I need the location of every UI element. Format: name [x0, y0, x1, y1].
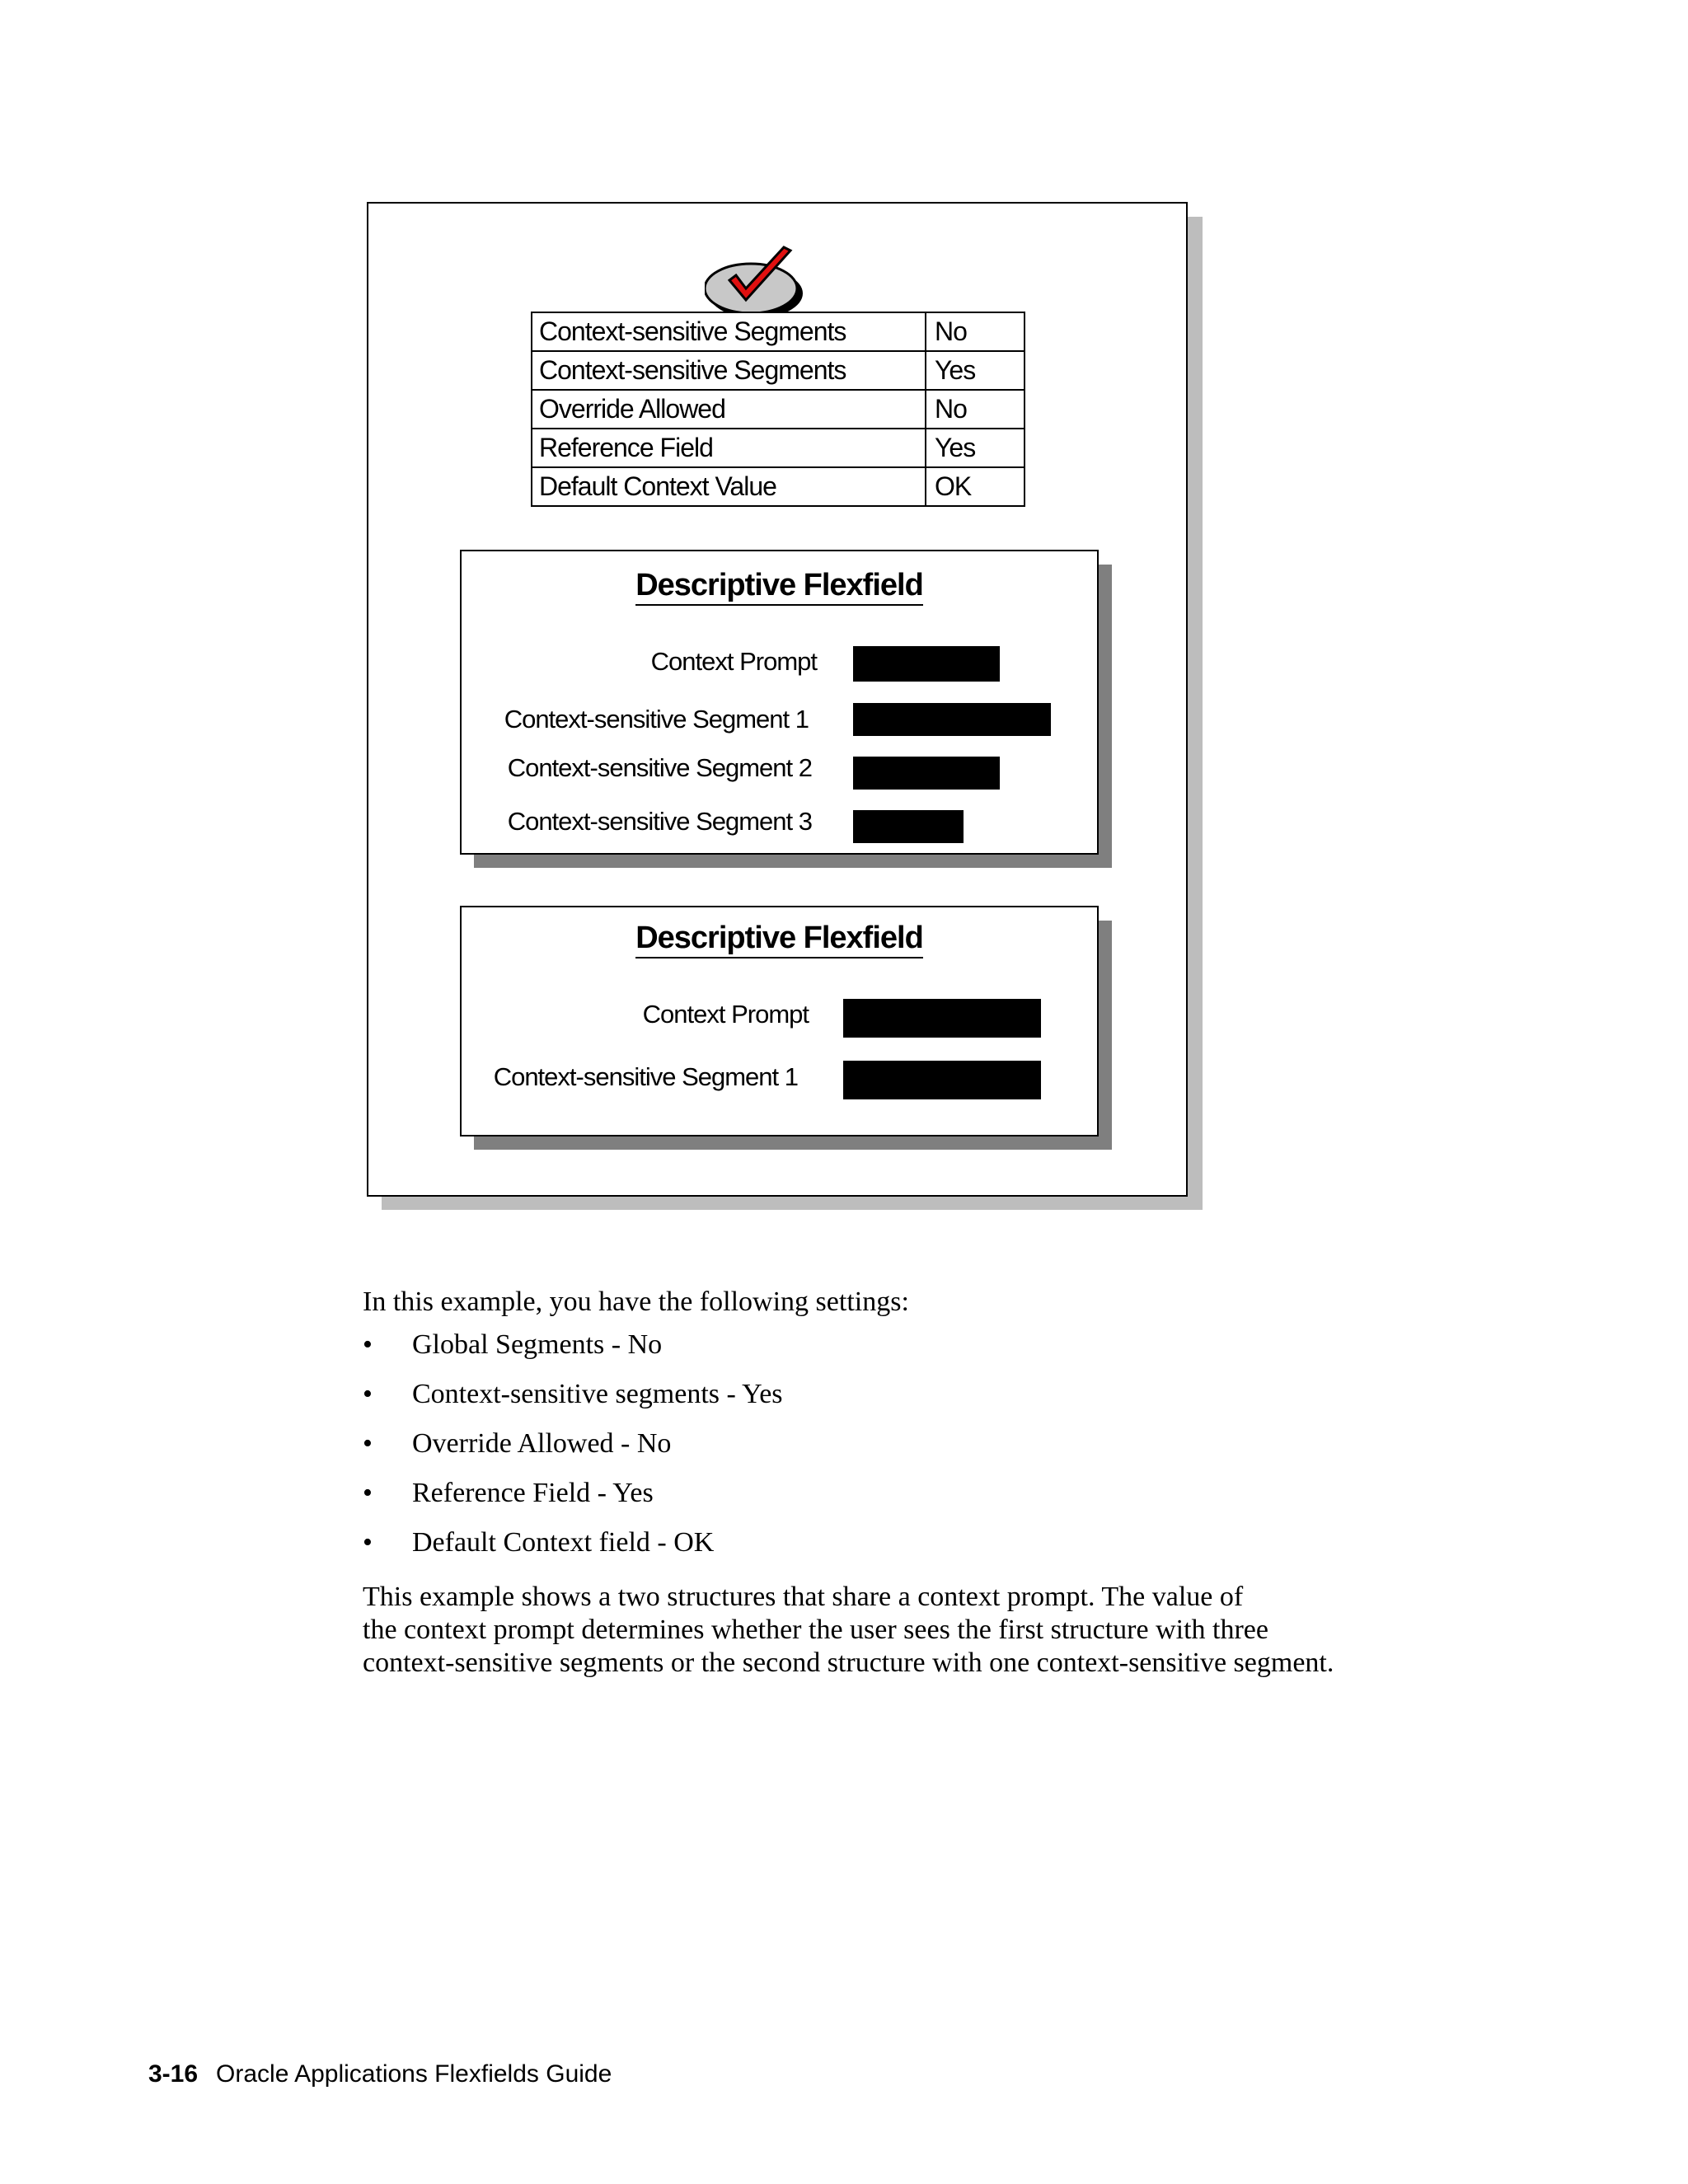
context-prompt-field[interactable] — [843, 999, 1041, 1038]
panel-title — [462, 568, 1097, 603]
list-item: • Override Allowed - No — [363, 1427, 783, 1477]
paragraph-line: context-sensitive segments or the second structure with one context-sensitive segment. — [363, 1647, 1334, 1678]
panel-title — [462, 921, 1097, 956]
setting-label: Reference Field — [532, 429, 926, 467]
segment-3-field[interactable] — [853, 810, 964, 843]
paragraph-line: the context prompt determines whether the user sees the first structure with three — [363, 1615, 1268, 1645]
setting-value: Yes — [926, 429, 1025, 467]
field-label-segment-2: Context-sensitive Segment 2 — [507, 753, 812, 782]
field-label-context-prompt: Context Prompt — [642, 1000, 809, 1029]
flexfield-panel-2 — [460, 906, 1099, 1137]
field-label-segment-1: Context-sensitive Segment 1 — [493, 1062, 798, 1091]
context-prompt-field[interactable] — [853, 646, 1000, 682]
setting-label: Default Context Value — [532, 467, 926, 506]
setting-label: Override Allowed — [532, 390, 926, 429]
segment-1-field[interactable] — [843, 1061, 1041, 1099]
page-footer — [148, 2060, 612, 2088]
settings-bullet-list — [363, 1329, 783, 1576]
explanation-paragraph — [363, 1581, 1434, 1680]
table-row — [532, 429, 1025, 467]
field-label-segment-3: Context-sensitive Segment 3 — [507, 807, 812, 836]
intro-text: In this example, you have the following settings: — [363, 1286, 909, 1317]
field-label-context-prompt: Context Prompt — [650, 647, 817, 676]
panel-title-text: Descriptive Flexfield — [635, 921, 923, 958]
setting-value: Yes — [926, 351, 1025, 390]
list-item: • Default Context field - OK — [363, 1526, 783, 1576]
list-item: • Context-sensitive segments - Yes — [363, 1378, 783, 1427]
segment-1-field[interactable] — [853, 703, 1051, 736]
list-item: • Reference Field - Yes — [363, 1477, 783, 1526]
setting-label: Context-sensitive Segments — [532, 312, 926, 351]
setting-label: Context-sensitive Segments — [532, 351, 926, 390]
table-row — [532, 351, 1025, 390]
field-label-segment-1: Context-sensitive Segment 1 — [504, 705, 809, 733]
settings-table — [531, 312, 1025, 507]
segment-2-field[interactable] — [853, 757, 1000, 790]
list-item: • Global Segments - No — [363, 1329, 783, 1378]
page-number: 3-16 — [148, 2060, 199, 2088]
table-row — [532, 390, 1025, 429]
table-row — [532, 467, 1025, 506]
flexfield-panel-1 — [460, 550, 1099, 855]
table-row — [532, 312, 1025, 351]
setting-value: No — [926, 312, 1025, 351]
setting-value: OK — [926, 467, 1025, 506]
panel-title-text: Descriptive Flexfield — [635, 568, 923, 606]
paragraph-line: This example shows a two structures that share a context prompt. The value of — [363, 1582, 1244, 1612]
setting-value: No — [926, 390, 1025, 429]
book-title: Oracle Applications Flexfields Guide — [216, 2060, 612, 2088]
